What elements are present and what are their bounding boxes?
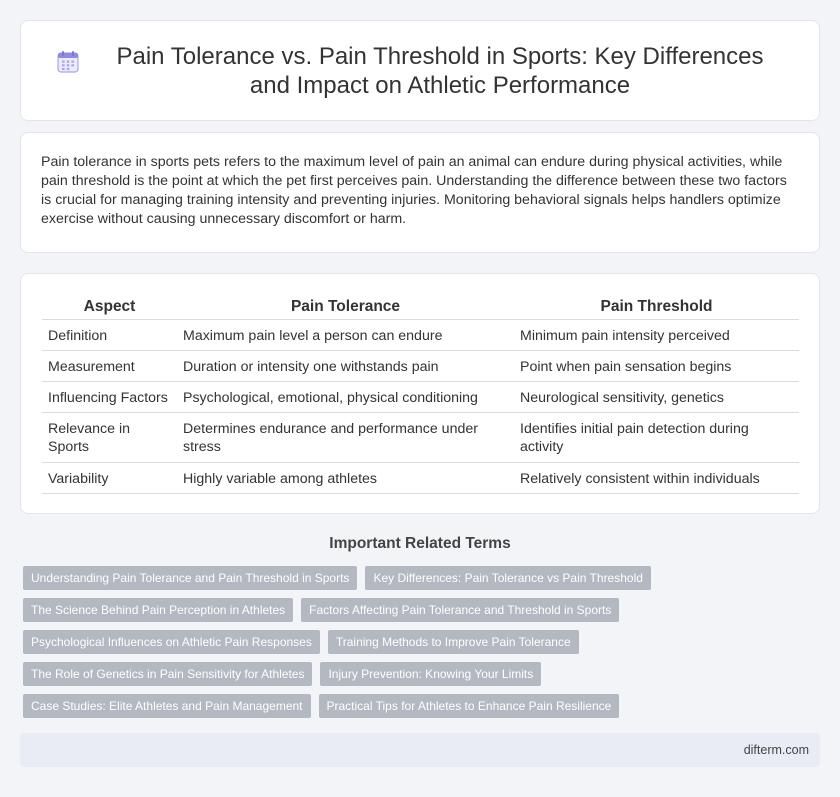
tag-row [23,694,823,718]
tag-row [23,566,823,590]
table-cell: Maximum pain level a person can endure [177,320,514,351]
related-term-tag[interactable]: Key Differences: Pain Tolerance vs Pain Threshold [365,566,650,590]
header-aspect: Aspect [42,294,177,320]
table-cell: Measurement [42,351,177,382]
related-term-tag[interactable]: The Role of Genetics in Pain Sensitivity for Athletes [23,662,312,686]
table-row [42,320,799,351]
table-cell: Highly variable among athletes [177,463,514,494]
related-term-tag[interactable]: Training Methods to Improve Pain Tolerance [328,630,579,654]
tag-row [23,662,823,686]
tag-row [23,630,823,654]
related-terms-title: Important Related Terms [329,535,511,552]
table-cell: Variability [42,463,177,494]
table-cell: Definition [42,320,177,351]
intro-card [20,132,820,253]
related-term-tag[interactable]: Practical Tips for Athletes to Enhance Pain Resilience [319,694,620,718]
table-row [42,382,799,413]
header-pain-threshold: Pain Threshold [514,294,799,320]
page-title: Pain Tolerance vs. Pain Threshold in Sports: Key Differences and Impact on Athletic Performance [116,42,764,99]
table-cell: Duration or intensity one withstands pain [177,351,514,382]
related-term-tag[interactable]: Injury Prevention: Knowing Your Limits [320,662,541,686]
footer-brand-link[interactable]: difterm.com [743,743,809,757]
calendar-icon [55,49,81,75]
tag-row [23,598,823,622]
table-cell: Determines endurance and performance under stress [177,413,514,463]
table-row [42,413,799,463]
table-cell: Relevance in Sports [42,413,177,463]
table-cell: Relatively consistent within individuals [514,463,799,494]
related-terms-list [23,566,823,726]
related-term-tag[interactable]: Case Studies: Elite Athletes and Pain Management [23,694,311,718]
table-row [42,351,799,382]
comparison-table [42,294,799,494]
table-header-row [42,294,799,320]
comparison-card [20,273,820,514]
title-wrap [25,42,815,100]
related-term-tag[interactable]: Psychological Influences on Athletic Pain Responses [23,630,320,654]
footer [20,733,820,767]
header-pain-tolerance: Pain Tolerance [177,294,514,320]
related-term-tag[interactable]: Understanding Pain Tolerance and Pain Threshold in Sports [23,566,357,590]
table-cell: Minimum pain intensity perceived [514,320,799,351]
table-cell: Point when pain sensation begins [514,351,799,382]
table-row [42,463,799,494]
related-term-tag[interactable]: The Science Behind Pain Perception in Athletes [23,598,293,622]
table-cell: Influencing Factors [42,382,177,413]
table-cell: Identifies initial pain detection during activity [514,413,799,463]
table-cell: Neurological sensitivity, genetics [514,382,799,413]
title-card [20,20,820,121]
table-cell: Psychological, emotional, physical conditioning [177,382,514,413]
intro-paragraph: Pain tolerance in sports pets refers to the maximum level of pain an animal can endure during physical activities, while pain threshold is the point at which the pet first perceives pain. Understanding the difference between these two factors is crucial for managing training intensity and preventing injuries. Monitoring behavioral signals helps handlers optimize exercise without causing unnecessary discomfort or harm. [41,154,787,227]
related-term-tag[interactable]: Factors Affecting Pain Tolerance and Threshold in Sports [301,598,619,622]
